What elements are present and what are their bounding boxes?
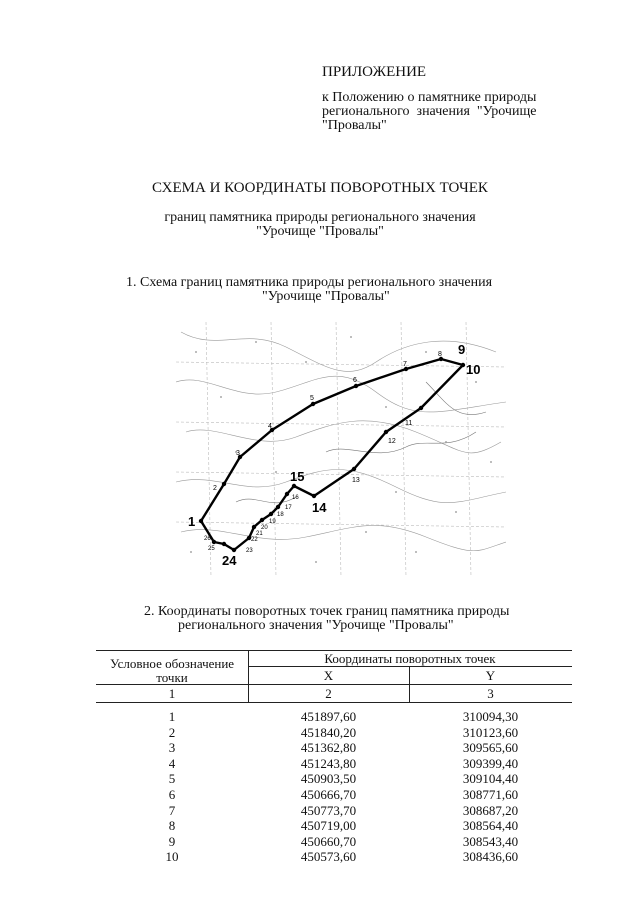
col-point-header-line-2: точки bbox=[156, 670, 188, 685]
point-label-1: 1 bbox=[188, 514, 196, 529]
y-coordinate-cell: 308771,60 bbox=[462, 787, 519, 802]
point-label-24: 24 bbox=[222, 553, 237, 568]
y-coordinate-cell: 308687,20 bbox=[462, 803, 519, 818]
y-coordinate-cell: 308564,40 bbox=[462, 818, 519, 833]
point-number-cell: 10 bbox=[165, 849, 179, 864]
heading-subtitle-1: границ памятника природы регионального значения bbox=[164, 210, 476, 225]
point-number-cell: 9 bbox=[168, 834, 176, 849]
point-label-8: 8 bbox=[438, 351, 442, 358]
section-1-subtitle: "Урочище "Провалы" bbox=[262, 289, 390, 304]
point-label-12: 12 bbox=[388, 438, 396, 445]
appendix-line-1: к Положению о памятнике природы bbox=[322, 90, 537, 105]
appendix-line-3: "Провалы" bbox=[322, 118, 387, 133]
y-coordinate-cell: 309565,60 bbox=[462, 740, 519, 755]
point-label-14: 14 bbox=[312, 500, 327, 515]
x-coordinate-cell: 450666,70 bbox=[300, 787, 357, 802]
x-column-header: X bbox=[323, 668, 334, 683]
point-label-26: 26 bbox=[204, 536, 211, 542]
y-coordinate-cell: 310094,30 bbox=[462, 709, 519, 724]
table-coords-underline bbox=[248, 666, 572, 667]
point-label-22: 22 bbox=[251, 537, 258, 543]
point-label-18: 18 bbox=[277, 512, 284, 518]
point-number-cell: 7 bbox=[168, 803, 176, 818]
section-1-title: 1. Схема границ памятника природы регионального значения bbox=[126, 275, 493, 290]
appendix-title: ПРИЛОЖЕНИЕ bbox=[322, 64, 427, 80]
point-label-15: 15 bbox=[290, 469, 305, 484]
x-coordinate-cell: 450719,00 bbox=[300, 818, 357, 833]
point-label-21: 21 bbox=[256, 531, 263, 537]
point-label-23: 23 bbox=[246, 548, 253, 554]
y-coordinate-cell: 310123,60 bbox=[462, 725, 519, 740]
point-number-cell: 6 bbox=[168, 787, 176, 802]
coords-group-header: Координаты поворотных точек bbox=[324, 651, 496, 666]
heading-subtitle-2: "Урочище "Провалы" bbox=[256, 224, 384, 239]
document-heading: СХЕМА И КООРДИНАТЫ ПОВОРОТНЫХ ТОЧЕК bbox=[152, 180, 488, 196]
x-coordinate-cell: 450903,50 bbox=[300, 771, 357, 786]
y-coordinate-cell: 308543,40 bbox=[462, 834, 519, 849]
column-number-3: 3 bbox=[487, 686, 494, 701]
boundary-scheme-map bbox=[176, 322, 506, 577]
x-coordinate-cell: 450573,60 bbox=[300, 849, 357, 864]
point-label-2: 2 bbox=[213, 485, 217, 492]
y-coordinate-cell: 308436,60 bbox=[462, 849, 519, 864]
column-number-2: 2 bbox=[325, 686, 332, 701]
x-coordinate-cell: 451362,80 bbox=[300, 740, 357, 755]
point-label-6: 6 bbox=[353, 377, 357, 384]
point-label-25: 25 bbox=[208, 546, 215, 552]
table-numbering-rule bbox=[96, 702, 572, 703]
y-coordinate-cell: 309104,40 bbox=[462, 771, 519, 786]
y-coordinate-cell: 309399,40 bbox=[462, 756, 519, 771]
appendix-line-2: регионального значения "Урочище bbox=[322, 104, 537, 119]
point-label-13: 13 bbox=[352, 477, 360, 484]
point-number-cell: 1 bbox=[168, 709, 176, 724]
y-column-header: Y bbox=[485, 668, 496, 683]
section-2-subtitle: регионального значения "Урочище "Провалы" bbox=[178, 618, 454, 633]
column-number-1: 1 bbox=[168, 686, 176, 701]
map-background-texture bbox=[176, 322, 506, 577]
x-coordinate-cell: 451897,60 bbox=[300, 709, 357, 724]
x-coordinate-cell: 450660,70 bbox=[300, 834, 357, 849]
point-label-7: 7 bbox=[403, 361, 407, 368]
x-coordinate-cell: 451840,20 bbox=[300, 725, 357, 740]
boundary-outline bbox=[201, 359, 463, 550]
x-coordinate-cell: 450773,70 bbox=[300, 803, 357, 818]
point-number-cell: 4 bbox=[168, 756, 176, 771]
point-number-cell: 2 bbox=[168, 725, 176, 740]
point-label-16: 16 bbox=[292, 495, 299, 501]
point-label-3: 3 bbox=[236, 450, 240, 457]
point-label-4: 4 bbox=[268, 423, 272, 430]
point-number-cell: 3 bbox=[168, 740, 176, 755]
point-label-17: 17 bbox=[285, 505, 292, 511]
point-label-19: 19 bbox=[269, 519, 276, 525]
point-label-9: 9 bbox=[458, 342, 466, 357]
point-label-10: 10 bbox=[466, 362, 481, 377]
point-label-20: 20 bbox=[261, 525, 268, 531]
x-coordinate-cell: 451243,80 bbox=[300, 756, 357, 771]
point-number-cell: 5 bbox=[168, 771, 176, 786]
section-2-title: 2. Координаты поворотных точек границ памятника природы bbox=[144, 604, 510, 619]
point-label-5: 5 bbox=[310, 395, 314, 402]
point-label-11: 11 bbox=[405, 420, 413, 427]
point-number-cell: 8 bbox=[168, 818, 176, 833]
col-point-header-line-1: Условное обозначение bbox=[109, 656, 235, 671]
